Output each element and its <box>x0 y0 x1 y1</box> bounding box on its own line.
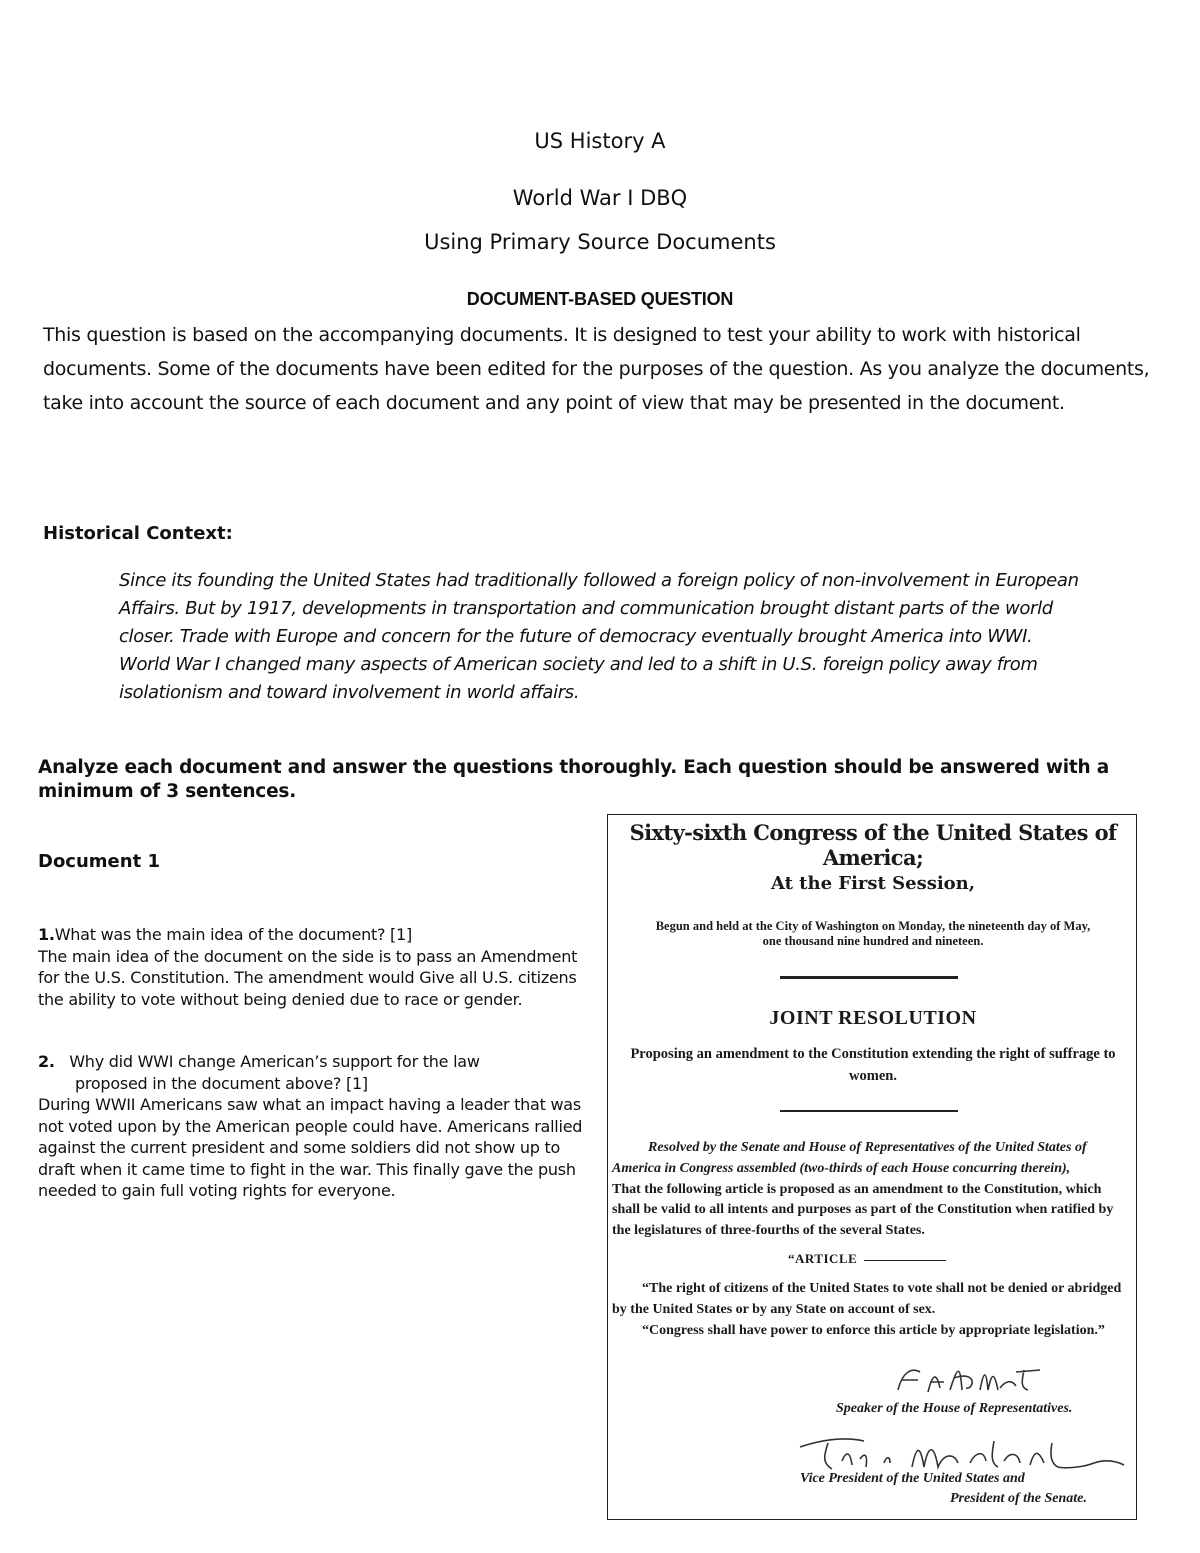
question-2-block <box>38 1051 598 1202</box>
resolution-begun-line1: Begun and held at the City of Washington on Monday, the nineteenth day of May, <box>655 919 1091 933</box>
gillett-signature <box>888 1360 1048 1400</box>
article-rule <box>864 1260 946 1261</box>
resolution-quote-1: “The right of citizens of the United States to vote shall not be denied or abridged by the United States or by any State on account of sex. <box>612 1281 1122 1317</box>
context-label: Historical Context: <box>43 523 233 544</box>
question-2 <box>38 1051 598 1073</box>
resolution-begun <box>608 919 1138 949</box>
resolution-resolved: Resolved by the Senate and House of Representatives of the United States of America in Congress assembled (two-thirds of each House concurring therein), <box>612 1140 1087 1176</box>
resolution-begun-line2: one thousand nine hundred and nineteen. <box>762 934 984 948</box>
divider-rule-2 <box>780 1110 958 1112</box>
document-label: Document 1 <box>38 851 160 872</box>
question-1 <box>38 924 598 946</box>
resolution-body <box>612 1138 1128 1242</box>
resolution-proposing: Proposing an amendment to the Constitution extending the right of suffrage to women. <box>630 1046 1116 1084</box>
vp-title-line1: Vice President of the United States and <box>800 1471 1025 1486</box>
question-2-number: 2. <box>38 1052 55 1071</box>
resolution-quote <box>612 1278 1128 1341</box>
course-title: US History A <box>534 129 666 153</box>
answer-2: During WWII Americans saw what an impact having a leader that was not voted upon by the American people could have. Americans rallied against the current president and some soldiers did not show up to draft when it came time to fight in the war. This finally gave the push needed to gain full voting rights for everyone. <box>38 1095 583 1200</box>
resolution-quote-2: “Congress shall have power to enforce this article by appropriate legislation.” <box>642 1323 1105 1338</box>
resolution-body-text: That the following article is proposed as an amendment to the Constitution, which shall be valid to all intents and purposes as part of the Constitution when ratified by the legislatures of three-fourths of the several States. <box>612 1181 1114 1239</box>
answer-1: The main idea of the document on the side is to pass an Amendment for the U.S. Constitution. The amendment would Give all U.S. citizens the ability to vote without being denied due to race or gender. <box>38 946 578 1009</box>
assignment-title: World War I DBQ <box>512 186 688 210</box>
divider-rule <box>780 976 958 979</box>
dbq-heading: DOCUMENT-BASED QUESTION <box>466 289 734 309</box>
speaker-title: Speaker of the House of Representatives. <box>836 1401 1073 1416</box>
instructions: Analyze each document and answer the questions thoroughly. Each question should be answered with a minimum of 3 sentences. <box>38 757 1110 802</box>
dbq-intro: This question is based on the accompanying documents. It is designed to test your ability to work with historical documents. Some of the documents have been edited for the purposes of the question. As you analyze the documents, take into account the source of each document and any point of view that may be presented in the document. <box>43 324 1150 414</box>
resolution-session: At the First Session, <box>770 873 976 894</box>
subtitle: Using Primary Source Documents <box>424 230 776 254</box>
question-2-text: Why did WWI change American’s support for the law <box>69 1052 480 1071</box>
resolution-joint-title: JOINT RESOLUTION <box>769 1007 977 1029</box>
question-2-line2: proposed in the document above? [1] <box>75 1073 368 1093</box>
vp-title-line2: President of the Senate. <box>950 1491 1087 1506</box>
context-text: Since its founding the United States had traditionally followed a foreign policy of non-involvement in European Affairs. But by 1917, developments in transportation and communication brought distant parts of the world closer. Trade with Europe and concern for the future of democracy eventually brought America into WWI. World War I changed many aspects of American society and led to a shift in U.S. foreign policy away from isolationism and toward involvement in world affairs. <box>119 570 1079 703</box>
question-1-text: What was the main idea of the document? [1] <box>54 925 412 944</box>
joint-resolution-image <box>607 814 1137 1520</box>
question-1-block <box>38 924 598 1010</box>
question-1-number: 1. <box>38 925 55 944</box>
resolution-heading: Sixty-sixth Congress of the United States of America; <box>629 820 1117 870</box>
resolution-article: “ARTICLE <box>788 1251 858 1266</box>
